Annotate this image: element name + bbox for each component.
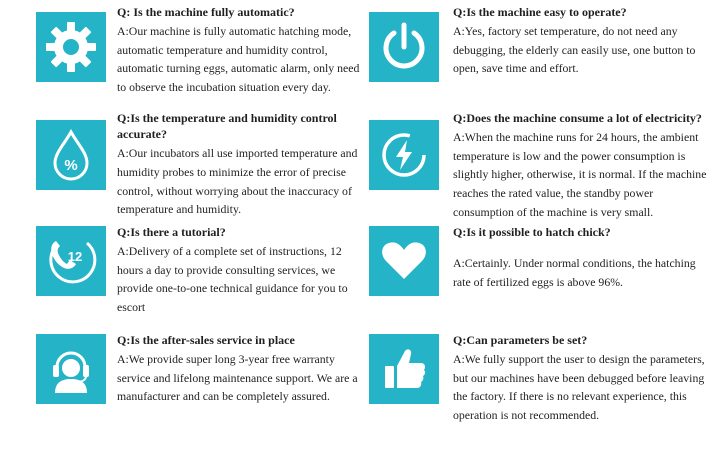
question-text: Q:Is the temperature and humidity control accurate?: [117, 111, 337, 142]
headset-support-icon: [36, 334, 106, 404]
phone-icon-number: 12: [67, 249, 83, 264]
answer-text: A:Our incubators all use imported temperature and humidity probes to minimize the error of precise control, without worrying about the inaccuracy of temperature and humidity.: [117, 146, 358, 217]
answer-text: A:We fully support the user to design the parameters, but our machines have been debugged before leaving the factory. If there is no relevant experience, this operation is not recommended.: [453, 352, 705, 423]
question-text: Q:Can parameters be set?: [453, 333, 588, 347]
answer-text: A:We provide super long 3-year free warranty service and lifelong maintenance support. We are a manufacturer and can be completely assured.: [117, 352, 358, 404]
answer-text: A:Yes, factory set temperature, do not need any debugging, the elderly can easily use, one button to open, save time and effort.: [453, 24, 696, 76]
question-text: Q:Does the machine consume a lot of electricity?: [453, 111, 702, 125]
answer-text: A:When the machine runs for 24 hours, the ambient temperature is low and the power consumption is slightly higher, otherwise, it is normal. If the machine reaches the rated value, the standby power consumption of the machine is very small.: [453, 130, 707, 219]
lightning-bolt-icon: [369, 120, 439, 190]
answer-text: A:Delivery of a complete set of instructions, 12 hours a day to provide consulting services, we provide one-to-one technical guidance for you to escort: [117, 244, 348, 315]
question-text: Q:Is the after-sales service in place: [117, 333, 295, 347]
thumbs-up-icon: [369, 334, 439, 404]
answer-text: A:Certainly. Under normal conditions, the hatching rate of fertilized eggs is above 96%.: [453, 256, 696, 289]
humidity-drop-icon: [36, 120, 106, 190]
heart-icon: [369, 226, 439, 296]
question-text: Q:Is it possible to hatch chick?: [453, 225, 611, 239]
power-icon: [369, 12, 439, 82]
svg-text:%: %: [64, 157, 78, 174]
gear-icon: [36, 12, 106, 82]
phone-12-hours-icon: [36, 226, 106, 296]
question-text: Q:Is there a tutorial?: [117, 225, 226, 239]
question-text: Q: Is the machine fully automatic?: [117, 5, 295, 19]
answer-text: A:Our machine is fully automatic hatching mode, automatic temperature and humidity control, automatic turning eggs, automatic alarm, only need to observe the incubation situation every day.: [117, 24, 360, 95]
question-text: Q:Is the machine easy to operate?: [453, 5, 627, 19]
